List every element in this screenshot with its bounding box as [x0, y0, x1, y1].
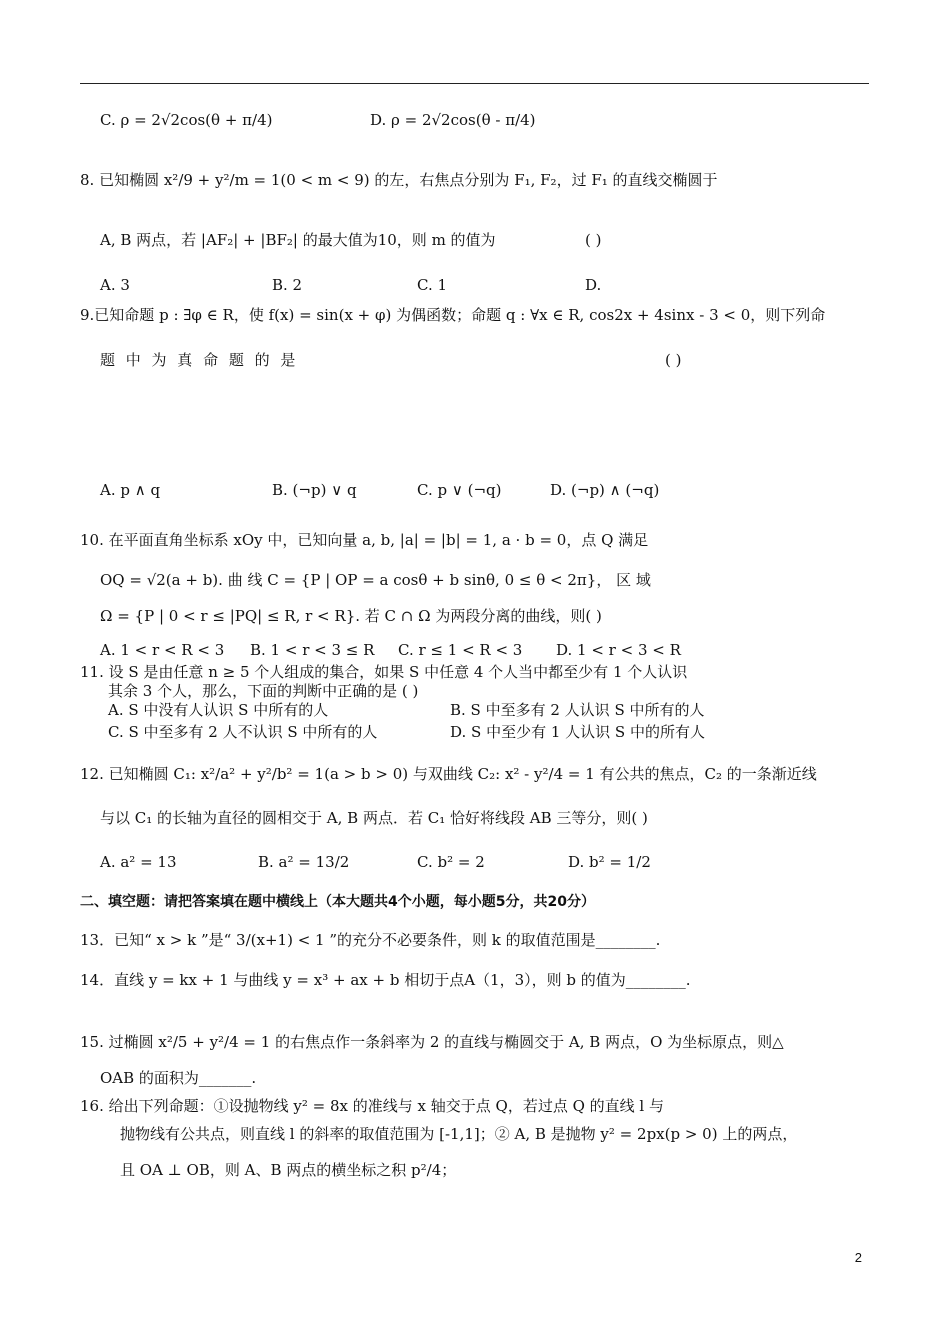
q10-option-c: C. r ≤ 1 < R < 3 — [398, 641, 523, 659]
q10-stem-line3: Ω = {P | 0 < r ≤ |PQ| ≤ R, r < R}. 若 C ∩ Ω 为两段分离的曲线，则( ) — [100, 607, 602, 625]
q9-answer-paren: ( ) — [665, 351, 682, 369]
q7-option-d: D. ρ = 2√2cos(θ - π/4) — [370, 111, 536, 129]
q10-option-a: A. 1 < r < R < 3 — [100, 641, 225, 659]
q9-stem-line1: 9.已知命题 p : ∃φ ∈ R，使 f(x) = sin(x + φ) 为偶函数；命题 q : ∀x ∈ R, cos2x + 4sinx - 3 < 0，则下列命 — [80, 306, 826, 324]
q15-stem-line1: 15. 过椭圆 x²/5 + y²/4 = 1 的右焦点作一条斜率为 2 的直线与椭圆交于 A, B 两点，O 为坐标原点，则△ — [80, 1033, 784, 1051]
q11-option-d: D. S 中至少有 1 人认识 S 中的所有人 — [450, 723, 705, 741]
q16-stem-line3: 且 OA ⊥ OB，则 A、B 两点的横坐标之积 p²/4； — [120, 1161, 457, 1179]
q8-option-c: C. 1 — [417, 276, 448, 294]
q8-stem-line2: A, B 两点，若 |AF₂| + |BF₂| 的最大值为10，则 m 的值为 — [100, 231, 496, 249]
q12-option-c: C. b² = 2 — [417, 853, 485, 871]
q8-option-a: A. 3 — [100, 276, 130, 294]
q8-answer-paren: ( ) — [585, 231, 602, 249]
q9-option-b: B. (¬p) ∨ q — [272, 481, 357, 499]
q10-stem-line2: OQ = √2(a + b). 曲 线 C = {P | OP = a cosθ + b sinθ, 0 ≤ θ < 2π}， 区 域 — [100, 571, 651, 589]
q8-option-d: D. — [585, 276, 602, 294]
q9-option-d: D. (¬p) ∧ (¬q) — [550, 481, 660, 499]
q16-stem-line2: 抛物线有公共点，则直线 l 的斜率的取值范围为 [-1,1]；② A, B 是抛物 y² = 2px(p > 0) 上的两点， — [120, 1125, 798, 1143]
q11-stem-line1: 11. 设 S 是由任意 n ≥ 5 个人组成的集合，如果 S 中任意 4 个人当中都至少有 1 个人认识 — [80, 663, 688, 681]
section-2-heading: 二、填空题：请把答案填在题中横线上（本大题共4个小题，每小题5分，共20分） — [80, 894, 595, 910]
q11-option-c: C. S 中至多有 2 人不认识 S 中所有的人 — [108, 723, 378, 741]
q12-option-d: D. b² = 1/2 — [568, 853, 651, 871]
q11-option-b: B. S 中至多有 2 人认识 S 中所有的人 — [450, 701, 705, 719]
q12-stem-line1: 12. 已知椭圆 C₁: x²/a² + y²/b² = 1(a > b > 0) 与双曲线 C₂: x² - y²/4 = 1 有公共的焦点，C₂ 的一条渐近线 — [80, 765, 817, 783]
q10-stem-line1: 10. 在平面直角坐标系 xOy 中，已知向量 a, b, |a| = |b| = 1, a · b = 0，点 Q 满足 — [80, 531, 649, 549]
q8-stem-line1: 8. 已知椭圆 x²/9 + y²/m = 1(0 < m < 9) 的左，右焦点分别为 F₁, F₂，过 F₁ 的直线交椭圆于 — [80, 171, 718, 189]
q9-option-c: C. p ∨ (¬q) — [417, 481, 502, 499]
q12-stem-line2: 与以 C₁ 的长轴为直径的圆相交于 A, B 两点．若 C₁ 恰好将线段 AB 三等分，则( ) — [100, 809, 648, 827]
q9-option-a: A. p ∧ q — [100, 481, 161, 499]
q16-stem-line1: 16. 给出下列命题：①设抛物线 y² = 8x 的准线与 x 轴交于点 Q，若过点 Q 的直线 l 与 — [80, 1097, 664, 1115]
q12-option-a: A. a² = 13 — [100, 853, 177, 871]
header-rule — [80, 83, 869, 84]
q7-option-c: C. ρ = 2√2cos(θ + π/4) — [100, 111, 273, 129]
q12-option-b: B. a² = 13/2 — [258, 853, 350, 871]
q13-stem: 13．已知“ x > k ”是“ 3/(x+1) < 1 ”的充分不必要条件，则 k 的取值范围是________. — [80, 931, 661, 949]
q14-stem: 14．直线 y = kx + 1 与曲线 y = x³ + ax + b 相切于点A（1，3），则 b 的值为________. — [80, 971, 691, 989]
q8-option-b: B. 2 — [272, 276, 303, 294]
q10-option-b: B. 1 < r < 3 ≤ R — [250, 641, 375, 659]
q15-stem-line2: OAB 的面积为_______. — [100, 1069, 257, 1087]
q11-stem-line2: 其余 3 个人，那么，下面的判断中正确的是 ( ) — [108, 682, 419, 700]
q9-stem-line2: 题 中 为 真 命 题 的 是 — [100, 351, 296, 369]
q11-option-a: A. S 中没有人认识 S 中所有的人 — [108, 701, 329, 719]
page-number: 2 — [854, 1250, 862, 1265]
q10-option-d: D. 1 < r < 3 < R — [556, 641, 681, 659]
